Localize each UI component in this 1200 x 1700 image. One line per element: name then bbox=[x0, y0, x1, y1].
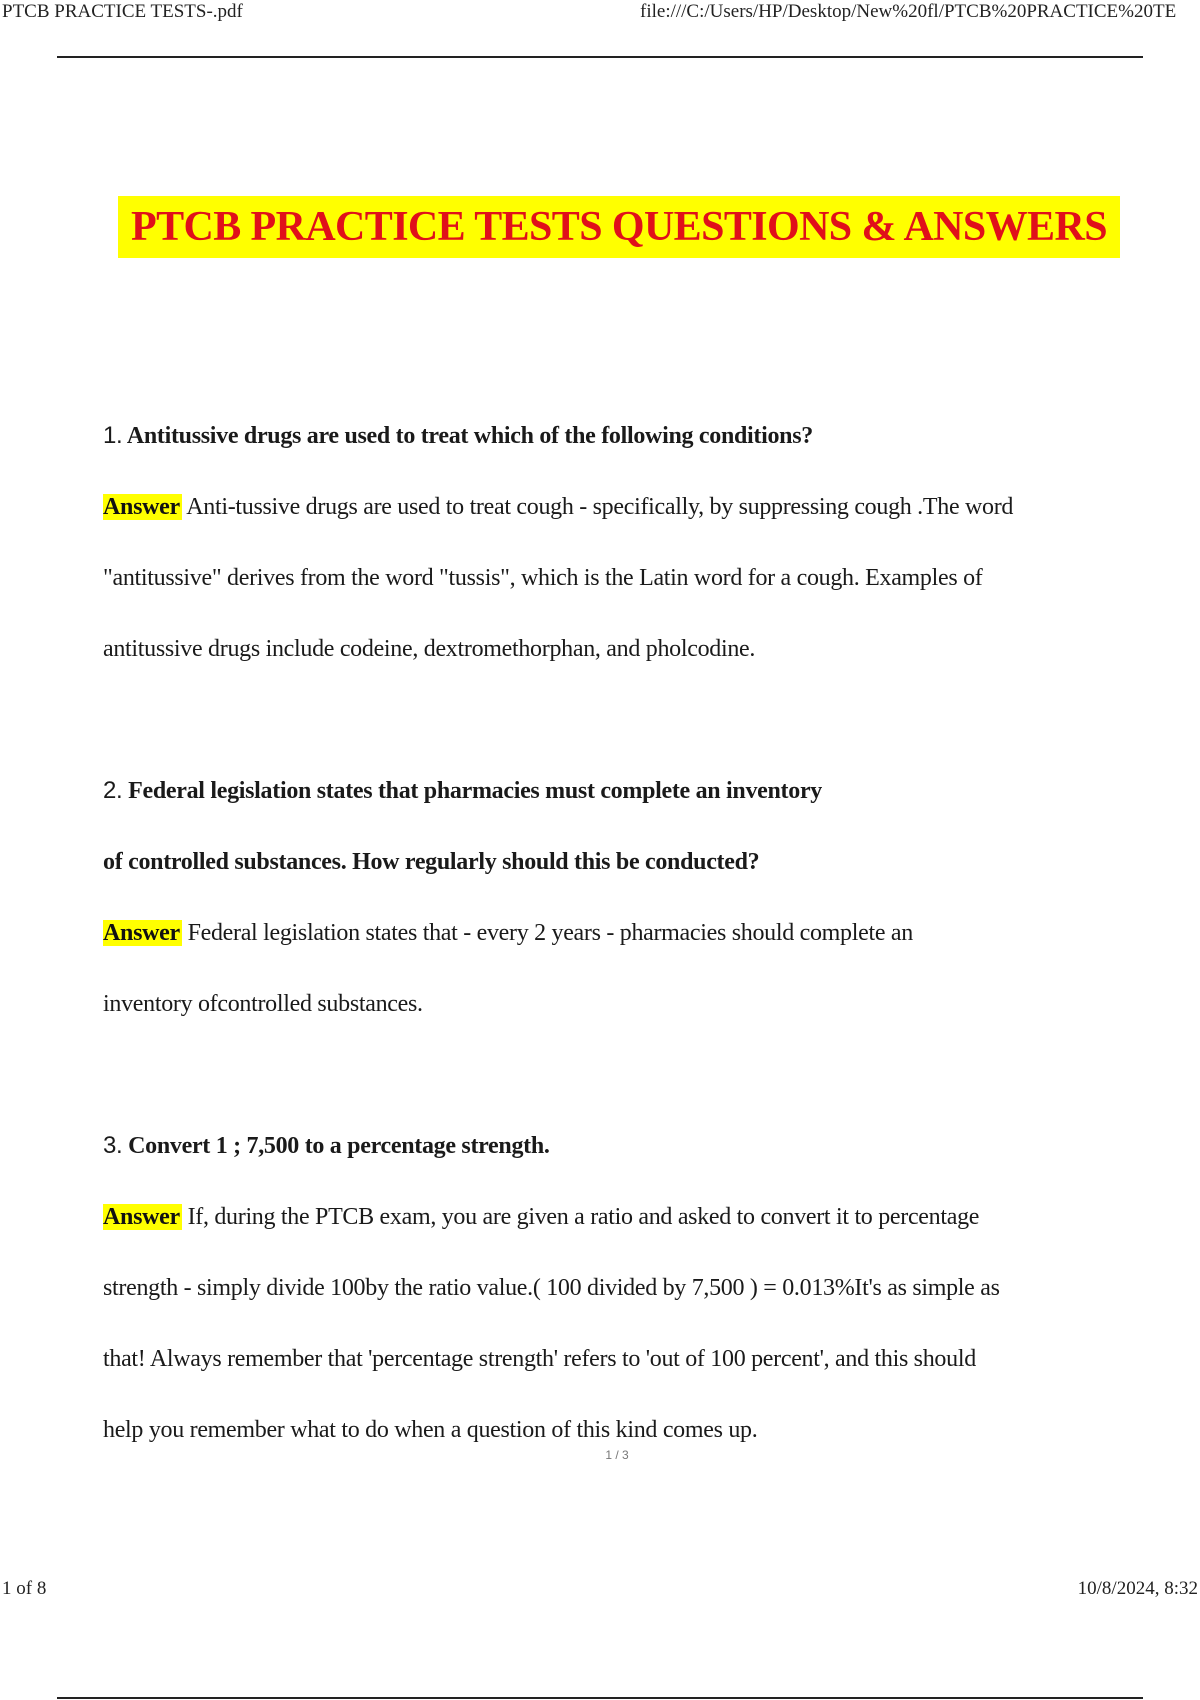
answer-1-line-1 bbox=[103, 472, 1133, 543]
answer-3-line-3: that! Always remember that 'percentage strength' refers to 'out of 100 percent', and this should bbox=[103, 1346, 976, 1372]
header-divider bbox=[57, 56, 1143, 58]
question-number: 2. bbox=[103, 777, 123, 804]
print-footer-datetime: 10/8/2024, 8:32 bbox=[1077, 1578, 1198, 1599]
footer-divider bbox=[57, 1697, 1143, 1699]
answer-3-line-4: help you remember what to do when a question of this kind comes up. bbox=[103, 1417, 758, 1443]
answer-label: Answer bbox=[103, 1204, 180, 1230]
answer-text: Federal legislation states that - every 2 years - pharmacies should complete an bbox=[187, 920, 913, 946]
question-2 bbox=[103, 755, 1133, 827]
question-1 bbox=[103, 400, 1133, 472]
print-header-title: PTCB PRACTICE TESTS-.pdf bbox=[2, 1, 243, 22]
answer-text: If, during the PTCB exam, you are given a ratio and asked to convert it to percentage bbox=[187, 1204, 980, 1230]
answer-label: Answer bbox=[103, 920, 180, 946]
question-2-line-2: of controlled substances. How regularly should this be conducted? bbox=[103, 849, 760, 875]
qa-item-1 bbox=[103, 400, 1133, 685]
answer-1-line-2: "antitussive" derives from the word "tussis", which is the Latin word for a cough. Examples of bbox=[103, 565, 983, 591]
answer-label: Answer bbox=[103, 494, 180, 520]
question-text: Convert 1 ; 7,500 to a percentage strength. bbox=[128, 1133, 550, 1159]
qa-item-2 bbox=[103, 755, 1133, 1040]
document-title: PTCB PRACTICE TESTS QUESTIONS & ANSWERS bbox=[118, 196, 1120, 258]
answer-2-line-2: inventory ofcontrolled substances. bbox=[103, 991, 423, 1017]
answer-2-line-1 bbox=[103, 898, 1133, 969]
question-3 bbox=[103, 1110, 1133, 1182]
answer-3-line-2: strength - simply divide 100by the ratio value.( 100 divided by 7,500 ) = 0.013%It's as simple as bbox=[103, 1275, 1000, 1301]
qa-content bbox=[103, 400, 1133, 1466]
answer-text: Anti-tussive drugs are used to treat cough - specifically, by suppressing cough .The word bbox=[186, 494, 1014, 520]
print-header-url: file:///C:/Users/HP/Desktop/New%20fl/PTCB%20PRACTICE%20TE bbox=[640, 1, 1177, 22]
print-header bbox=[0, 0, 1200, 24]
answer-1-line-3: antitussive drugs include codeine, dextromethorphan, and pholcodine. bbox=[103, 636, 756, 662]
page-indicator: 1 / 3 bbox=[605, 1448, 629, 1462]
print-footer-page: 1 of 8 bbox=[2, 1578, 47, 1599]
question-text: Antitussive drugs are used to treat which of the following conditions? bbox=[126, 423, 813, 449]
question-number: 1. bbox=[103, 422, 123, 449]
question-text: Federal legislation states that pharmacies must complete an inventory bbox=[128, 778, 823, 804]
answer-3-line-1 bbox=[103, 1182, 1133, 1253]
qa-item-3 bbox=[103, 1110, 1133, 1466]
question-number: 3. bbox=[103, 1132, 123, 1159]
